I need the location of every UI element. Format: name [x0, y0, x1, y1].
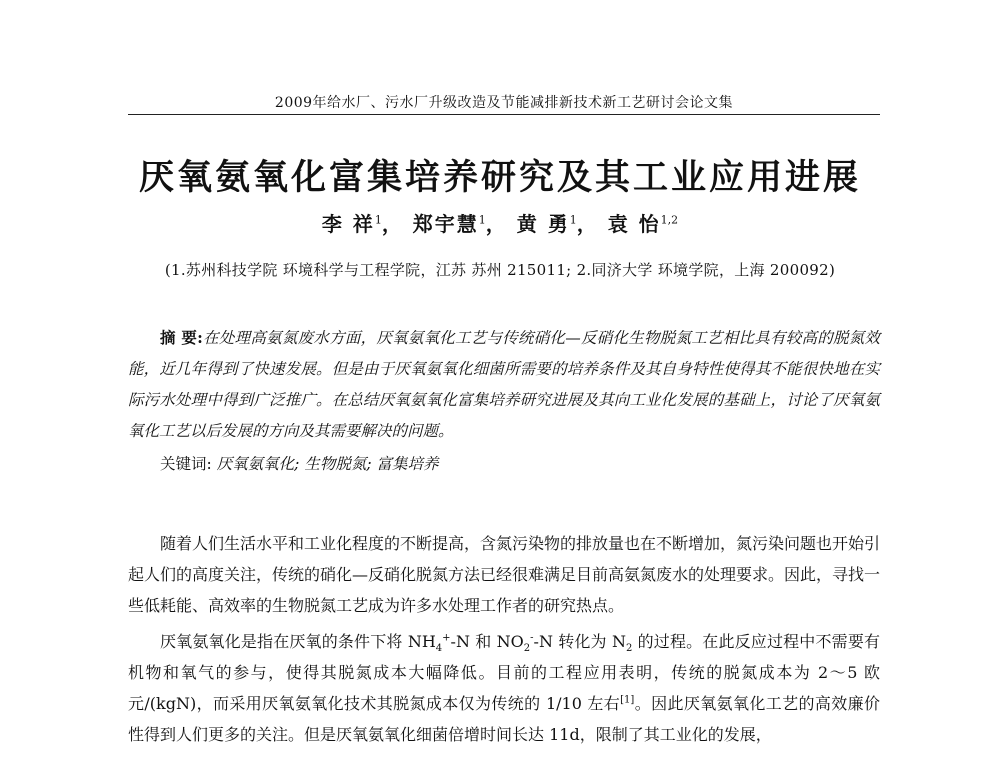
citation-ref: [1]: [620, 694, 635, 706]
subscript: 2: [625, 643, 633, 655]
affiliation: (1.苏州科技学院 环境科学与工程学院，江苏 苏州 215011; 2.同济大学 环境学院，上海 200092): [164, 261, 836, 279]
author-affiliation-mark: 1: [478, 213, 486, 227]
body-paragraph-2: [128, 626, 880, 750]
abstract: [128, 322, 880, 447]
author-affiliation-mark: 1: [374, 213, 382, 227]
author-name: 黄 勇: [516, 212, 570, 236]
abstract-label: 摘 要:: [160, 328, 203, 347]
abstract-text: 在处理高氨氮废水方面，厌氧氨氧化工艺与传统硝化—反硝化生物脱氮工艺相比具有较高的脱氮效能，近几年得到了快速发展。但是由于厌氧氨氧化细菌所需要的培养条件及其自身特性使得其不能很快地在实际污水处理中得到广泛推广。在总结厌氧氨氧化富集培养研究进展及其向工业化发展的基础上，讨论了厌氧氨氧化工艺以后发展的方向及其需要解决的问题。: [128, 329, 880, 440]
text-run: 。因此厌氧氨氧化工艺的高效廉价性得到人们更多的关注。但是厌氧氨氧化细菌倍增时间长达 11d，限制了其工业化的发展，: [128, 694, 880, 744]
superscript: -: [530, 632, 534, 644]
header-rule: [128, 114, 880, 115]
author-affiliation-mark: 1,2: [660, 213, 679, 227]
body-paragraph-1: 随着人们生活水平和工业化程度的不断提高，含氮污染物的排放量也在不断增加，氮污染问题也开始引起人们的高度关注，传统的硝化—反硝化脱氮方法已经很难满足目前高氨氮废水的处理要求。因此，寻找一些低耗能、高效率的生物脱氮工艺成为许多水处理工作者的研究热点。: [128, 534, 881, 615]
text-run: 厌氧氨氧化是指在厌氧的条件下将 NH: [160, 632, 436, 651]
author-list: 李 祥$^1$， 郑宇慧$^1$， 黄 勇$^1$， 袁 怡$^{1,2}$: [321, 212, 679, 236]
text-run: 的过程。在此反应过程中不需要有机物和氧气的参与，使得其脱氮成本大幅降低。目前的工程应用表明，传统的脱氮成本为 2～5 欧元/(kgN)，而采用厌氧氨氧化技术其脱氮成本仅为传统的 1/10 左右: [128, 632, 880, 713]
running-header: 2009年给水厂、污水厂升级改造及节能减排新技术新工艺研讨会论文集: [274, 95, 734, 111]
keywords-label: 关键词:: [160, 455, 212, 473]
paper-title: 厌氧氨氧化富集培养研究及其工业应用进展: [138, 157, 861, 198]
keywords: [160, 452, 880, 474]
text-run: -N 转化为 N: [533, 632, 626, 651]
author-name: 袁 怡: [607, 212, 661, 236]
text-run: -N 和 NO: [450, 632, 524, 651]
author-affiliation-mark: 1: [569, 213, 577, 227]
author-name: 郑宇慧: [412, 212, 479, 236]
author-name: 李 祥: [321, 212, 375, 236]
keywords-text: 厌氧氨氧化; 生物脱氮; 富集培养: [216, 455, 439, 473]
superscript: +: [442, 632, 451, 644]
subscript: 4: [435, 643, 443, 655]
subscript: 2: [523, 643, 531, 655]
